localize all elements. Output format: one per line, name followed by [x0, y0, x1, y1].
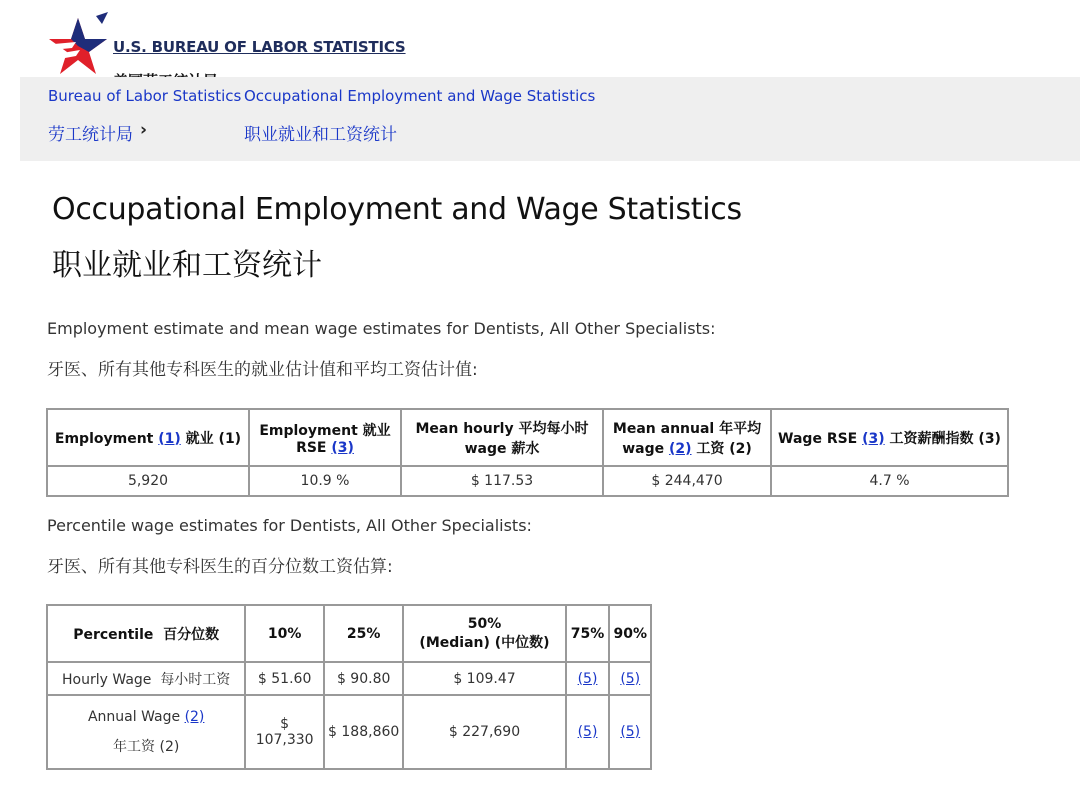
header-label-cn: 工资	[696, 440, 725, 457]
table-row	[47, 662, 651, 695]
header-label-cn: 百分位数	[163, 626, 220, 643]
col-p90: 90%	[609, 605, 651, 662]
footnote-ref: (2)	[729, 440, 752, 457]
breadcrumb-oews-link[interactable]: Occupational Employment and Wage Statistics	[244, 87, 596, 105]
header-label: (Median)	[419, 634, 490, 651]
percentile-intro-cn: 牙医、所有其他专科医生的百分位数工资估算:	[47, 557, 393, 577]
footnote-ref: (1)	[218, 430, 242, 447]
employment-table	[46, 408, 1009, 497]
table-header-row	[47, 409, 1008, 466]
chevron-right-icon: ›	[140, 120, 148, 140]
header-label: wage	[464, 440, 507, 457]
col-employment	[47, 409, 249, 466]
row-label: Annual Wage	[87, 709, 181, 725]
col-p25: 25%	[324, 605, 404, 662]
header-label-cn: 年平均	[719, 420, 762, 437]
employment-intro-cn: 牙医、所有其他专科医生的就业估计值和平均工资估计值:	[47, 360, 478, 380]
footnote-link-1[interactable]: (1)	[158, 430, 181, 447]
col-mean-hourly	[401, 409, 603, 466]
col-percentile	[47, 605, 245, 662]
agency-name-link[interactable]: U.S. BUREAU OF LABOR STATISTICS	[113, 38, 406, 56]
hourly-p90	[609, 662, 651, 695]
header-label: Percentile	[73, 626, 154, 643]
page-title: Occupational Employment and Wage Statistics	[52, 192, 742, 227]
footnote-link-5[interactable]: (5)	[620, 724, 641, 740]
header-label: Wage RSE	[778, 430, 858, 447]
header-label-cn: 就业	[185, 430, 214, 447]
employment-rse-value: 10.9 %	[249, 466, 401, 496]
col-mean-annual	[603, 409, 771, 466]
col-p75: 75%	[566, 605, 610, 662]
header-label-cn: 薪水	[511, 440, 540, 457]
row-label-cn: 年工资	[113, 739, 156, 755]
annual-wage-label	[47, 695, 245, 769]
annual-p25: $ 188,860	[324, 695, 404, 769]
footnote-link-5[interactable]: (5)	[577, 724, 598, 740]
hourly-wage-label	[47, 662, 245, 695]
footnote-link-2[interactable]: (2)	[184, 709, 205, 725]
header-label: wage	[622, 440, 665, 457]
breadcrumb-bls-link[interactable]: Bureau of Labor Statistics	[48, 87, 242, 105]
employment-intro: Employment estimate and mean wage estimates for Dentists, All Other Specialists:	[47, 319, 716, 338]
header-label: RSE	[296, 439, 327, 456]
header-label-cn: (中位数)	[494, 634, 550, 651]
annual-p90	[609, 695, 651, 769]
footnote-ref: (3)	[978, 430, 1001, 447]
col-p50	[403, 605, 565, 662]
header-label-cn: 就业	[362, 422, 391, 439]
header-label-cn: 工资薪酬指数	[889, 430, 974, 447]
bls-star-logo[interactable]	[46, 12, 110, 82]
header-label: Employment	[259, 422, 358, 439]
percentile-table	[46, 604, 652, 770]
footnote-link-3[interactable]: (3)	[862, 430, 885, 447]
col-employment-rse	[249, 409, 401, 466]
hourly-p25: $ 90.80	[324, 662, 404, 695]
hourly-p50: $ 109.47	[403, 662, 565, 695]
annual-p75	[566, 695, 610, 769]
table-header-row	[47, 605, 651, 662]
row-label-cn: 每小时工资	[160, 671, 231, 688]
mean-annual-value: $ 244,470	[603, 466, 771, 496]
header-label: Mean hourly	[415, 420, 514, 437]
header-label: Mean annual	[612, 420, 715, 437]
annual-p50: $ 227,690	[403, 695, 565, 769]
footnote-link-5[interactable]: (5)	[577, 670, 598, 687]
header-label-cn: 平均每小时	[518, 420, 589, 437]
col-p10: 10%	[245, 605, 324, 662]
percentile-intro: Percentile wage estimates for Dentists, All Other Specialists:	[47, 516, 532, 535]
wage-rse-value: 4.7 %	[771, 466, 1008, 496]
row-label: Hourly Wage	[62, 671, 152, 688]
footnote-ref: (2)	[159, 739, 180, 755]
footnote-link-2[interactable]: (2)	[668, 440, 692, 457]
table-row	[47, 466, 1008, 496]
hourly-p75	[566, 662, 610, 695]
col-wage-rse	[771, 409, 1008, 466]
hourly-p10: $ 51.60	[245, 662, 324, 695]
breadcrumb-bls-cn-link[interactable]: 劳工统计局	[48, 125, 133, 145]
footnote-link-5[interactable]: (5)	[620, 670, 641, 687]
page-title-cn: 职业就业和工资统计	[52, 248, 322, 283]
header-label: 50%	[467, 615, 502, 632]
breadcrumb-oews-cn-link[interactable]: 职业就业和工资统计	[244, 125, 397, 145]
table-row	[47, 695, 651, 769]
header-label: Employment	[54, 430, 154, 447]
employment-value: 5,920	[47, 466, 249, 496]
mean-hourly-value: $ 117.53	[401, 466, 603, 496]
footnote-link-3[interactable]: (3)	[331, 439, 354, 456]
annual-p10: $ 107,330	[245, 695, 324, 769]
